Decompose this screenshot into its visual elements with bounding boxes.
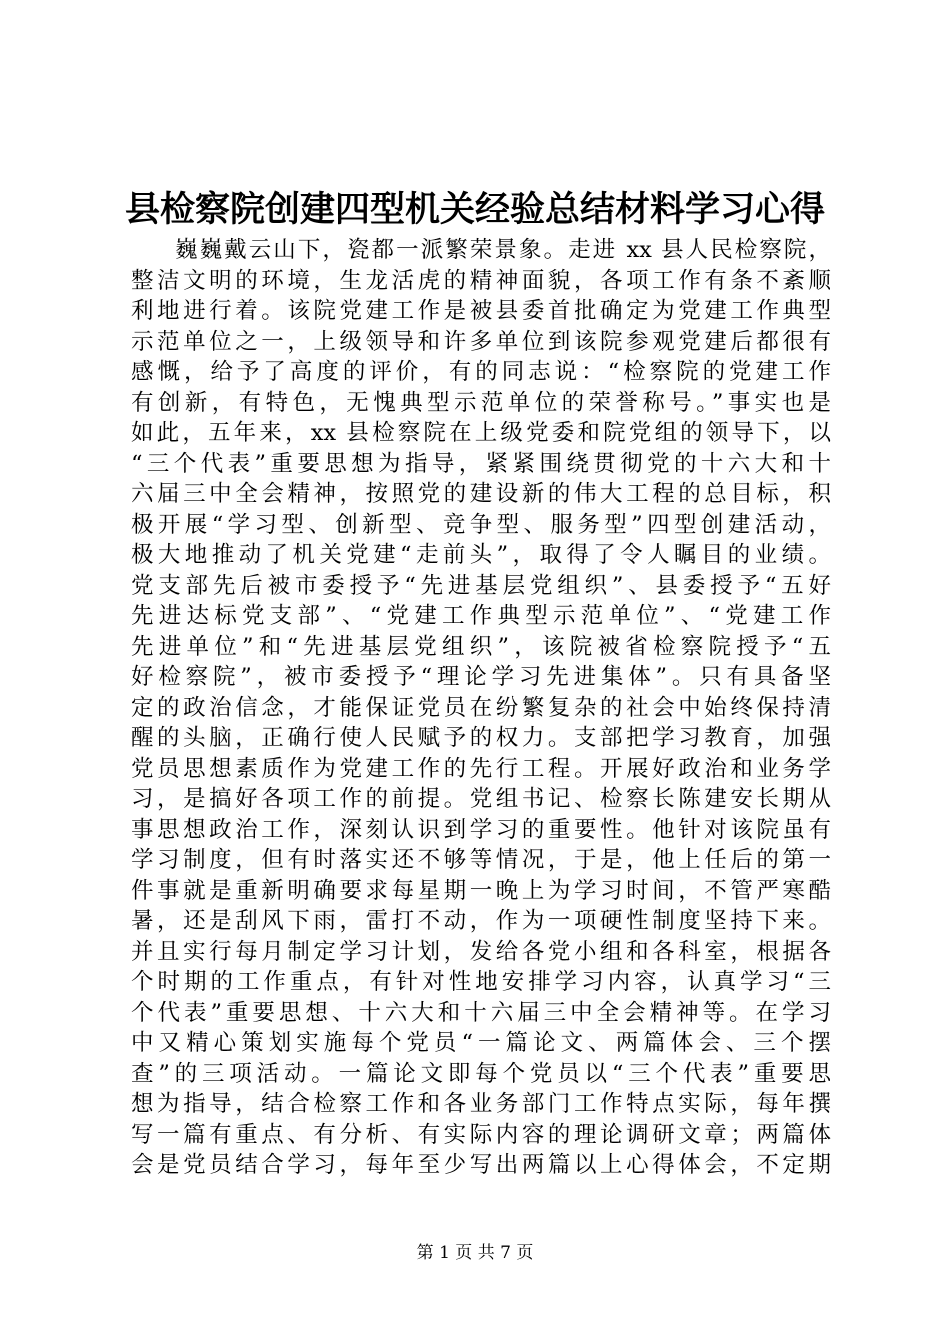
text-line: 极大地推动了机关党建“走前头”，取得了令人瞩目的业绩。 bbox=[131, 542, 831, 568]
text-line: 学习制度，但有时落实还不够等情况，于是，他上任后的第一 bbox=[131, 847, 831, 873]
text-line: 有创新，有特色，无愧典型示范单位的荣誉称号。”事实也是 bbox=[131, 389, 831, 416]
text-line: 会是党员结合学习，每年至少写出两篇以上心得体会，不定期 bbox=[131, 1152, 831, 1178]
text-line: 党支部先后被市委授予“先进基层党组织”、县委授予“五好 bbox=[131, 572, 831, 599]
text-line: 定的政治信念，才能保证党员在纷繁复杂的社会中始终保持清 bbox=[131, 694, 831, 721]
text-line: 中又精心策划实施每个党员“一篇论文、两篇体会、三个摆 bbox=[131, 1030, 831, 1056]
text-line: 六届三中全会精神，按照党的建设新的伟大工程的总目标，积 bbox=[131, 481, 831, 507]
text-line: 好检察院”，被市委授予“理论学习先进集体”。只有具备坚 bbox=[131, 664, 831, 690]
text-line: 习，是搞好各项工作的前提。党组书记、检察长陈建安长期从 bbox=[131, 786, 831, 812]
text-line: 个时期的工作重点，有针对性地安排学习内容，认真学习“三 bbox=[131, 969, 831, 995]
text-line: 党员思想素质作为党建工作的先行工程。开展好政治和业务学 bbox=[131, 755, 831, 782]
page-footer: 第 1 页 共 7 页 bbox=[416, 1243, 534, 1263]
text-line: 先进单位”和“先进基层党组织”，该院被省检察院授予“五 bbox=[131, 633, 831, 660]
text-line: 极开展“学习型、创新型、竞争型、服务型”四型创建活动， bbox=[131, 511, 831, 538]
text-line: 事思想政治工作，深刻认识到学习的重要性。他针对该院虽有 bbox=[131, 816, 831, 843]
document-title: 县检察院创建四型机关经验总结材料学习心得 bbox=[124, 189, 825, 230]
text-line: 示范单位之一，上级领导和许多单位到该院参观党建后都很有 bbox=[131, 328, 831, 355]
text-line: 利地进行着。该院党建工作是被县委首批确定为党建工作典型 bbox=[131, 298, 831, 324]
text-line: 暑，还是刮风下雨，雷打不动，作为一项硬性制度坚持下来。 bbox=[131, 908, 831, 934]
text-line: “三个代表”重要思想为指导，紧紧围绕贯彻党的十六大和十 bbox=[131, 450, 831, 477]
text-line: 个代表”重要思想、十六大和十六届三中全会精神等。在学习 bbox=[131, 999, 831, 1026]
text-line: 感慨，给予了高度的评价，有的同志说：“检察院的党建工作 bbox=[131, 359, 831, 385]
text-line: 想为指导，结合检察工作和各业务部门工作特点实际，每年撰 bbox=[131, 1091, 831, 1117]
text-line: 醒的头脑，正确行使人民赋予的权力。支部把学习教育，加强 bbox=[131, 725, 831, 751]
document-body bbox=[131, 235, 831, 1181]
text-line: 先进达标党支部”、“党建工作典型示范单位”、“党建工作 bbox=[131, 603, 831, 629]
text-line: 整洁文明的环境，生龙活虎的精神面貌，各项工作有条不紊顺 bbox=[131, 267, 831, 294]
text-line: 写一篇有重点、有分析、有实际内容的理论调研文章；两篇体 bbox=[131, 1121, 831, 1148]
text-line: 查”的三项活动。一篇论文即每个党员以“三个代表”重要思 bbox=[131, 1060, 831, 1087]
text-line: 如此，五年来，xx 县检察院在上级党委和院党组的领导下，以 bbox=[131, 420, 831, 446]
text-line: 巍巍戴云山下，瓷都一派繁荣景象。走进 xx 县人民检察院， bbox=[175, 237, 831, 263]
text-line: 件事就是重新明确要求每星期一晚上为学习时间，不管严寒酷 bbox=[131, 877, 831, 904]
text-line: 并且实行每月制定学习计划，发给各党小组和各科室，根据各 bbox=[131, 938, 831, 965]
